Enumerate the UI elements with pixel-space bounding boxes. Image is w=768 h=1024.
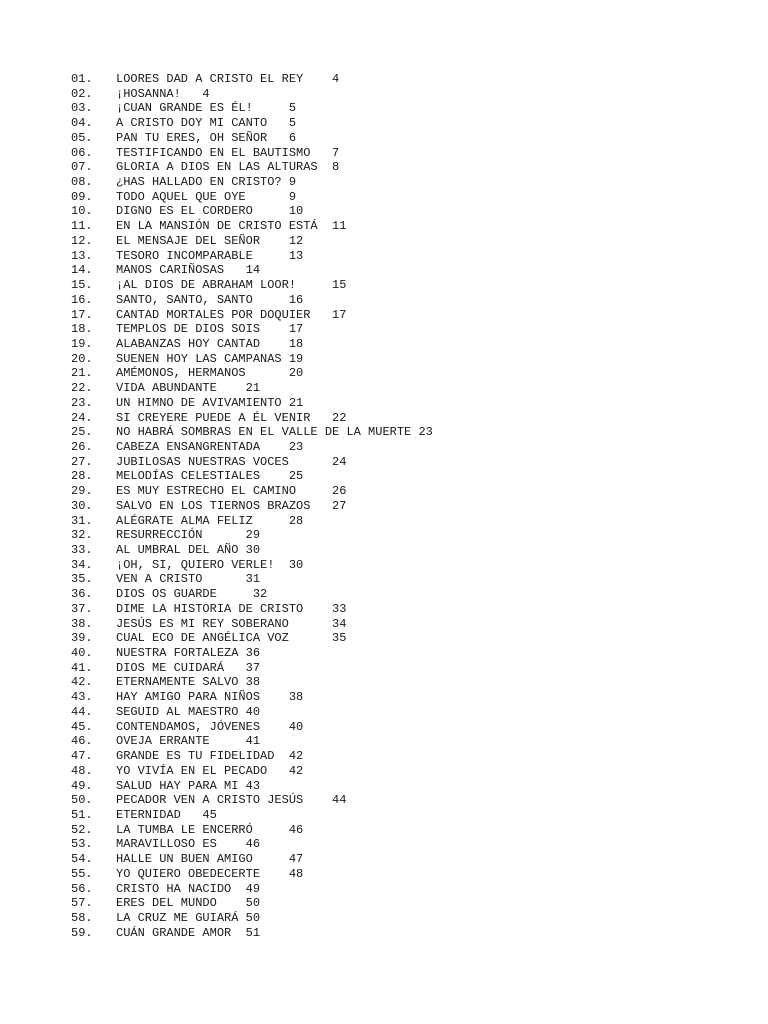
hymn-number: 06. <box>71 145 93 160</box>
hymn-title-and-page: NO HABRÁ SOMBRAS EN EL VALLE DE LA MUERTE 23 <box>116 425 433 440</box>
hymn-number: 27. <box>71 454 93 469</box>
hymn-title-and-page: DIOS ME CUIDARÁ 37 <box>116 660 261 675</box>
hymn-number: 57. <box>71 896 93 911</box>
hymn-title-and-page: AMÉMONOS, HERMANOS 20 <box>116 366 304 381</box>
hymn-number: 08. <box>71 175 93 190</box>
hymn-number: 43. <box>71 690 93 705</box>
hymn-number: 19. <box>71 336 93 351</box>
hymn-title-and-page: JUBILOSAS NUESTRAS VOCES 24 <box>116 454 347 469</box>
hymn-number: 22. <box>71 381 93 396</box>
hymn-number: 55. <box>71 866 93 881</box>
hymn-number: 34. <box>71 557 93 572</box>
hymn-title-and-page: CABEZA ENSANGRENTADA 23 <box>116 439 304 454</box>
hymn-number: 16. <box>71 292 93 307</box>
hymn-number: 33. <box>71 543 93 557</box>
hymn-number: 02. <box>71 86 93 101</box>
hymn-title-and-page: ¡CUAN GRANDE ES ÉL! 5 <box>116 101 297 116</box>
hymn-number: 58. <box>71 910 93 925</box>
hymn-number: 35. <box>71 572 93 587</box>
hymn-title-and-page: LA TUMBA LE ENCERRÓ 46 <box>116 822 304 837</box>
hymn-number: 52. <box>71 822 93 837</box>
hymn-title-and-page: DIOS OS GUARDE 32 <box>116 587 268 602</box>
hymn-title-and-page: SEGUID AL MAESTRO 40 <box>116 704 261 719</box>
hymn-title-and-page: PECADOR VEN A CRISTO JESÚS 44 <box>116 793 347 808</box>
hymn-number: 28. <box>71 469 93 484</box>
hymn-number: 41. <box>71 660 93 675</box>
hymn-number: 15. <box>71 278 93 293</box>
hymn-title-and-page: TEMPLOS DE DIOS SOIS 17 <box>116 322 304 337</box>
hymn-title-and-page: RESURRECCIÓN 29 <box>116 528 261 543</box>
hymn-title-and-page: ERES DEL MUNDO 50 <box>116 896 261 911</box>
hymn-title-and-page: EN LA MANSIÓN DE CRISTO ESTÁ 11 <box>116 219 347 234</box>
hymn-number: 39. <box>71 631 93 646</box>
hymn-title-and-page: SI CREYERE PUEDE A ÉL VENIR 22 <box>116 410 347 425</box>
hymn-number: 47. <box>71 749 93 764</box>
hymn-number: 11. <box>71 219 93 234</box>
hymn-number: 23. <box>71 395 93 410</box>
hymn-title-and-page: DIME LA HISTORIA DE CRISTO 33 <box>116 601 347 616</box>
hymn-title-and-page: YO VIVÍA EN EL PECADO 42 <box>116 763 304 778</box>
hymn-number: 53. <box>71 837 93 852</box>
hymn-title-and-page: HALLE UN BUEN AMIGO 47 <box>116 852 304 867</box>
hymn-title-and-page: UN HIMNO DE AVIVAMIENTO 21 <box>116 395 304 410</box>
hymn-title-and-page: TESTIFICANDO EN EL BAUTISMO 7 <box>116 145 340 160</box>
hymn-title-and-page: TODO AQUEL QUE OYE 9 <box>116 189 297 204</box>
hymn-title-and-page: AL UMBRAL DEL AÑO 30 <box>116 543 261 557</box>
hymn-number: 59. <box>71 925 93 940</box>
hymn-title-and-page: LA CRUZ ME GUIARÁ 50 <box>116 910 261 925</box>
hymn-number: 32. <box>71 528 93 543</box>
hymn-title-and-page: ¿HAS HALLADO EN CRISTO? 9 <box>116 175 297 190</box>
hymn-title-and-page: GRANDE ES TU FIDELIDAD 42 <box>116 749 304 764</box>
hymn-number: 48. <box>71 763 93 778</box>
hymn-title-and-page: ALÉGRATE ALMA FELIZ 28 <box>116 513 304 528</box>
hymn-title-and-page: HAY AMIGO PARA NIÑOS 38 <box>116 690 304 705</box>
hymn-number: 03. <box>71 101 93 116</box>
hymn-title-and-page: TESORO INCOMPARABLE 13 <box>116 248 304 263</box>
hymn-number: 49. <box>71 778 93 793</box>
hymn-title-and-page: CUAL ECO DE ANGÉLICA VOZ 35 <box>116 631 347 646</box>
hymn-number: 56. <box>71 881 93 896</box>
hymn-title-and-page: MELODÍAS CELESTIALES 25 <box>116 469 304 484</box>
hymn-number: 26. <box>71 439 93 454</box>
hymn-number: 50. <box>71 793 93 808</box>
hymn-title-and-page: SUENEN HOY LAS CAMPANAS 19 <box>116 351 304 366</box>
hymn-number: 54. <box>71 852 93 867</box>
hymn-number: 13. <box>71 248 93 263</box>
hymn-number: 31. <box>71 513 93 528</box>
hymn-title-and-page: ALABANZAS HOY CANTAD 18 <box>116 336 304 351</box>
hymn-title-and-page: PAN TU ERES, OH SEÑOR 6 <box>116 130 297 145</box>
hymn-title-and-page: SALVO EN LOS TIERNOS BRAZOS 27 <box>116 498 347 513</box>
hymn-title-and-page: SANTO, SANTO, SANTO 16 <box>116 292 304 307</box>
hymn-number: 20. <box>71 351 93 366</box>
hymn-title-and-page: GLORIA A DIOS EN LAS ALTURAS 8 <box>116 160 340 175</box>
hymn-title-and-page: ES MUY ESTRECHO EL CAMINO 26 <box>116 484 347 499</box>
hymn-number: 38. <box>71 616 93 631</box>
hymn-title-and-page: DIGNO ES EL CORDERO 10 <box>116 204 304 219</box>
hymn-title-and-page: VEN A CRISTO 31 <box>116 572 261 587</box>
hymn-number: 36. <box>71 587 93 602</box>
hymn-title-and-page: CUÁN GRANDE AMOR 51 <box>116 925 261 940</box>
hymn-number: 37. <box>71 601 93 616</box>
hymn-title-and-page: MARAVILLOSO ES 46 <box>116 837 261 852</box>
hymn-title-and-page: MANOS CARIÑOSAS 14 <box>116 263 261 278</box>
hymn-title-and-page: CANTAD MORTALES POR DOQUIER 17 <box>116 307 347 322</box>
hymn-title-and-page: EL MENSAJE DEL SEÑOR 12 <box>116 233 304 248</box>
hymn-title-and-page: JESÚS ES MI REY SOBERANO 34 <box>116 616 347 631</box>
hymn-number: 42. <box>71 675 93 690</box>
hymn-title-and-page: VIDA ABUNDANTE 21 <box>116 381 261 396</box>
hymn-number: 25. <box>71 425 93 440</box>
hymn-number: 30. <box>71 498 93 513</box>
hymn-number: 12. <box>71 233 93 248</box>
hymn-number: 45. <box>71 719 93 734</box>
hymn-title-and-page: OVEJA ERRANTE 41 <box>116 734 261 749</box>
hymn-title-and-page: CONTENDAMOS, JÓVENES 40 <box>116 719 304 734</box>
hymn-number: 09. <box>71 189 93 204</box>
hymn-number: 24. <box>71 410 93 425</box>
hymn-title-and-page: ETERNAMENTE SALVO 38 <box>116 675 261 690</box>
hymn-number: 14. <box>71 263 93 278</box>
hymn-number: 51. <box>71 807 93 822</box>
hymn-title-and-page: ¡AL DIOS DE ABRAHAM LOOR! 15 <box>116 278 347 293</box>
hymn-number: 46. <box>71 734 93 749</box>
hymn-number: 18. <box>71 322 93 337</box>
hymn-number: 10. <box>71 204 93 219</box>
hymn-title-and-page: ¡OH, SI, QUIERO VERLE! 30 <box>116 557 304 572</box>
hymn-number: 21. <box>71 366 93 381</box>
hymn-number: 44. <box>71 704 93 719</box>
hymn-title-and-page: LOORES DAD A CRISTO EL REY 4 <box>116 72 340 86</box>
hymn-number: 17. <box>71 307 93 322</box>
hymn-title-and-page: ¡HOSANNA! 4 <box>116 86 210 101</box>
hymn-title-and-page: CRISTO HA NACIDO 49 <box>116 881 261 896</box>
hymn-number: 05. <box>71 130 93 145</box>
hymn-title-and-page: A CRISTO DOY MI CANTO 5 <box>116 116 297 131</box>
hymn-number: 04. <box>71 116 93 131</box>
hymn-title-and-page: YO QUIERO OBEDECERTE 48 <box>116 866 304 881</box>
hymn-title-and-page: SALUD HAY PARA MI 43 <box>116 778 261 793</box>
hymn-number: 29. <box>71 484 93 499</box>
hymn-number: 40. <box>71 646 93 661</box>
hymn-title-and-page: ETERNIDAD 45 <box>116 807 217 822</box>
hymn-number: 01. <box>71 72 93 86</box>
hymn-title-and-page: NUESTRA FORTALEZA 36 <box>116 646 261 661</box>
hymn-number: 07. <box>71 160 93 175</box>
